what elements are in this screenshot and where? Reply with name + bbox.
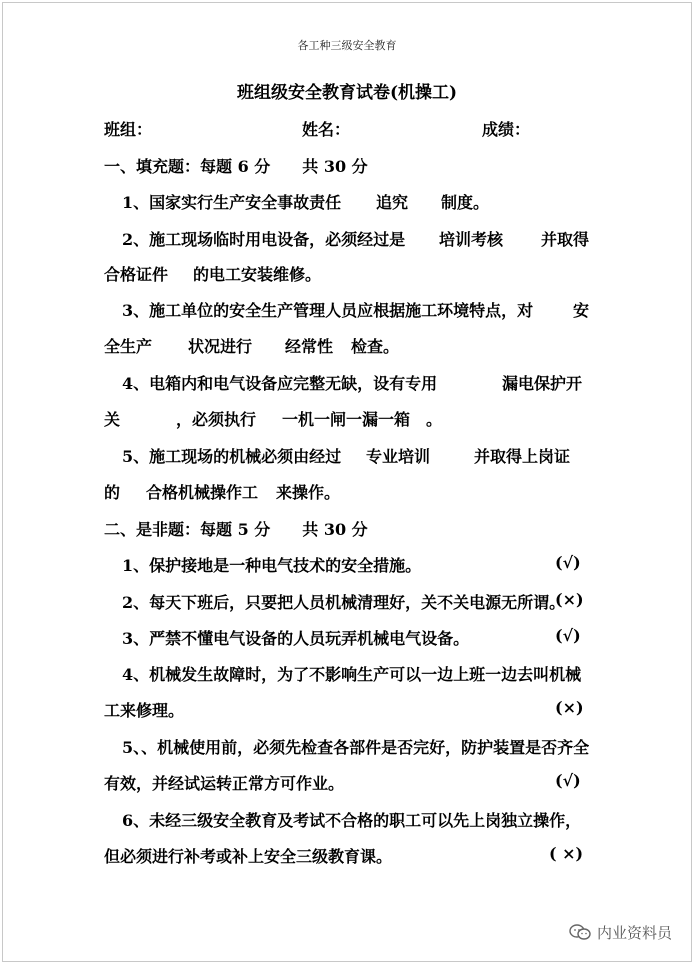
fill-q5-answer-2: 合格机械操作工 xyxy=(146,483,259,502)
fill-q5-tail-2: 来操作。 xyxy=(276,483,341,502)
fill-q4-mid: ，必须执行 xyxy=(176,410,257,429)
fill-section-heading: 一、填充题：每题 6 分 共 30 分 xyxy=(104,157,368,176)
fill-q5-tail: 并取得上岗证 xyxy=(474,447,571,466)
fill-q4: 4、电箱内和电气设备应完整无缺，设有专用 xyxy=(122,374,438,393)
fill-q4-answer-2: 一机一闸一漏一箱 xyxy=(282,410,411,429)
fill-q2-tail-2: 的电工安装维修。 xyxy=(193,265,322,284)
judge-q6-mark: ( ×) xyxy=(549,844,584,863)
fill-q3-answer-cont: 全生产 xyxy=(104,337,153,356)
name-label: 姓名： xyxy=(302,120,351,139)
watermark-text: 内业资料员 xyxy=(596,924,672,942)
fill-q5-answer: 专业培训 xyxy=(366,447,431,466)
fill-q1-answer: 追究 xyxy=(376,193,409,212)
judge-q3-mark: (√) xyxy=(555,626,581,645)
fill-q3-mid: 状况进行 xyxy=(188,337,253,356)
judge-q2: 2、每天下班后，只要把人员机械清理好，关不关电源无所谓。 xyxy=(122,593,566,612)
fill-q1-tail: 制度。 xyxy=(441,193,490,212)
judge-q6: 6、未经三级安全教育及考试不合格的职工可以先上岗独立操作， xyxy=(122,811,582,830)
exam-title: 班组级安全教育试卷(机操工) xyxy=(236,83,458,103)
judge-q1: 1、保护接地是一种电气技术的安全措施。 xyxy=(122,556,422,575)
fill-q2-answer-2: 合格证件 xyxy=(104,265,169,284)
fill-q4-answer-cont: 关 xyxy=(104,410,121,429)
fill-q3-tail: 检查。 xyxy=(351,337,400,356)
judge-q6-line2: 但必须进行补考或补上安全三级教育课。 xyxy=(104,847,393,866)
fill-q3: 3、施工单位的安全生产管理人员应根据施工环境特点，对 xyxy=(122,301,534,320)
page-header: 各工种三级安全教育 xyxy=(297,39,397,52)
fill-q3-answer-2: 经常性 xyxy=(285,337,334,356)
judge-q3: 3、严禁不懂电气设备的人员玩弄机械电气设备。 xyxy=(122,629,470,648)
fill-q2-answer: 培训考核 xyxy=(439,230,504,249)
judge-q2-mark: (×) xyxy=(555,590,584,609)
judge-q4-line2: 工来修理。 xyxy=(104,701,185,720)
score-label: 成绩： xyxy=(482,120,531,139)
fill-q2: 2、施工现场临时用电设备，必须经过是 xyxy=(122,230,406,249)
fill-q3-answer: 安 xyxy=(573,301,590,320)
fill-q5: 5、施工现场的机械必须由经过 xyxy=(122,447,342,466)
fill-q2-tail: 并取得 xyxy=(541,230,590,249)
judge-section-heading: 二、是非题：每题 5 分 共 30 分 xyxy=(104,520,368,539)
class-label: 班组： xyxy=(104,120,153,139)
judge-q4-mark: (×) xyxy=(555,698,584,717)
fill-q5-line2: 的 xyxy=(104,483,121,502)
fill-q4-tail: 。 xyxy=(426,410,443,429)
watermark xyxy=(569,922,672,945)
judge-q5-mark: (√) xyxy=(555,771,581,790)
fill-q1: 1、国家实行生产安全事故责任 xyxy=(122,193,342,212)
judge-q5-line2: 有效，并经试运转正常方可作业。 xyxy=(104,774,345,793)
judge-q4: 4、机械发生故障时，为了不影响生产可以一边上班一边去叫机械 xyxy=(122,665,582,684)
wechat-icon xyxy=(569,923,591,945)
judge-q5: 5、、机械使用前，必须先检查各部件是否完好，防护装置是否齐全 xyxy=(122,738,590,757)
fill-q4-answer: 漏电保护开 xyxy=(502,374,583,393)
judge-q1-mark: (√) xyxy=(555,553,581,572)
